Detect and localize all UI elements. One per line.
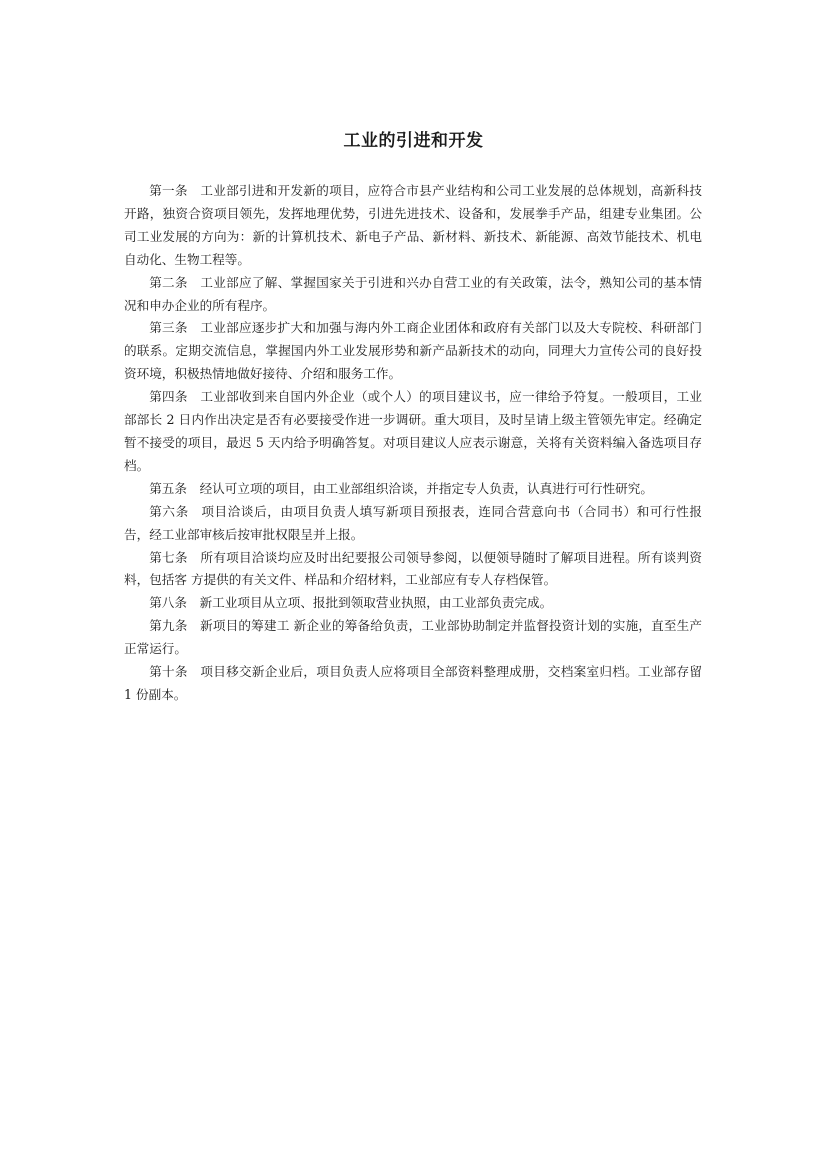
article-text: 项目移交新企业后，项目负责人应将项目全部资料整理成册，交档案室归档。工业部存留 1 份副本。: [124, 664, 703, 702]
article-text: 工业部引进和开发新的项目，应符合市县产业结构和公司工业发展的总体规划，高新科技开路，独资合资项目领先，发挥地理优势，引进先进技术、设备和，发展拳手产品，组建专业集团。公司工业发展的方向为：新的计算机技术、新电子产品、新材料、新技术、新能源、高效节能技术、机电自动化、生物工程等。: [124, 183, 703, 267]
article-text: 工业部应了解、掌握国家关于引进和兴办自营工业的有关政策，法令，熟知公司的基本情况和申办企业的所有程序。: [124, 274, 703, 313]
article-text: 工业部应逐步扩大和加强与海内外工商企业团体和政府有关部门以及大专院校、科研部门的联系。定期交流信息，掌握国内外工业发展形势和新产品新技术的动向，同理大力宣传公司的良好投资环境，积极热情地做好接待、介绍和服务工作。: [124, 320, 703, 382]
article-3: [124, 317, 702, 386]
article-number: 第九条: [149, 618, 188, 634]
article-number: 第一条: [149, 183, 188, 198]
article-number: 第七条: [149, 549, 188, 565]
article-8: [124, 592, 702, 615]
article-1: [124, 180, 702, 272]
article-number: 第五条: [149, 480, 187, 496]
article-number: 第十条: [149, 664, 188, 680]
article-number: 第六条: [149, 503, 189, 519]
article-2: [124, 272, 702, 318]
article-number: 第二条: [149, 274, 188, 290]
article-5: [124, 478, 702, 501]
document-body: [124, 180, 702, 707]
article-text: 项目洽谈后，由项目负责人填写新项目预报表，连同合营意向书（合同书）和可行性报告，经工业部审核后按审批权限呈并上报。: [124, 503, 703, 542]
article-9: [124, 615, 702, 661]
article-7: [124, 547, 702, 593]
article-number: 第四条: [149, 389, 188, 405]
article-number: 第三条: [149, 320, 188, 336]
article-4: [124, 386, 702, 478]
article-10: [124, 661, 702, 707]
article-text: 新项目的筹建工 新企业的筹备给负责，工业部协助制定并监督投资计划的实施，直至生产正常运行。: [124, 618, 702, 657]
article-text: 所有项目洽谈均应及时出纪要报公司领导参阅，以便领导随时了解项目进程。所有谈判资料，包括客 方提供的有关文件、样品和介绍材料，工业部应有专人存档保管。: [124, 549, 703, 588]
document-title: 工业的引进和开发: [343, 131, 484, 151]
article-text: 新工业项目从立项、报批到领取营业执照，由工业部负责完成。: [199, 595, 553, 611]
article-text: 工业部收到来自国内外企业（或个人）的项目建议书，应一律给予符复。一般项目，工业部部长 2 日内作出决定是否有必要接受作进一步调研。重大项目，及时呈请上级主管领先审定。经确定暂不接受的项目，最迟 5 天内给予明确答复。对项目建议人应表示谢意，关将有关资料编入备选项目存档。: [124, 389, 703, 473]
article-text: 经认可立项的项目，由工业部组织洽谈，并指定专人负责，认真进行可行性研究。: [199, 480, 653, 496]
article-number: 第八条: [149, 595, 187, 611]
article-6: [124, 501, 702, 547]
